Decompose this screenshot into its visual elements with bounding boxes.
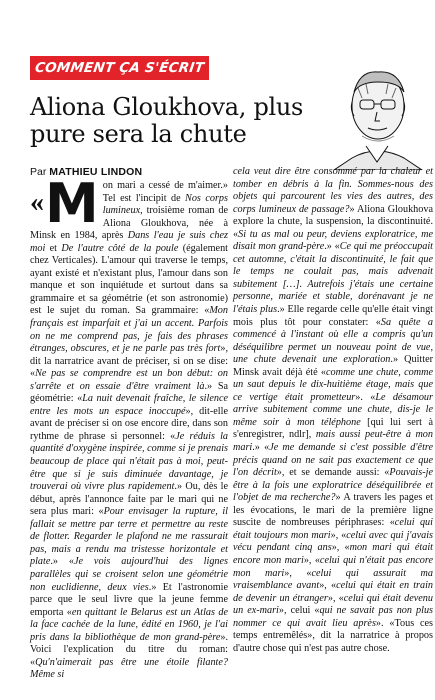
- article-column-right: [233, 166, 433, 655]
- text-segment: », «: [327, 592, 344, 604]
- text-segment: ». «: [375, 617, 395, 629]
- text-segment: .» Elle regarde celle qu'elle était vingt mois plus tôt pour constater: «: [233, 304, 434, 328]
- text-segment: Si tu as mal ou peur, deviens exploratrice: [238, 228, 415, 240]
- drop-cap: M: [45, 172, 99, 235]
- text-segment: Tous ces temps entremêlés: [233, 617, 434, 642]
- text-segment: Pour envisager la rupture, il fallait se mettre par terre et permettre au reste de flotter. Regarder le plafond ne me rassurait pas, mais a rendu ma tristesse horizontale et plate: [30, 506, 228, 568]
- text-segment: comme une chute, comme un saut depuis le dix-huitième étage, mais que ce vertige était prometteur: [233, 366, 433, 403]
- text-segment: », «: [319, 580, 337, 592]
- text-segment: La nuit devenait fraîche, le silence entre les mots un espace inoccupé: [30, 393, 228, 417]
- text-segment: », «: [330, 529, 347, 541]
- text-segment: Je me demande si c'est possible d'être précis quand on ne sait pas exactement ce que l'on décrit: [233, 442, 434, 479]
- text-segment: cela veut dire être consommé par la chaleur et tomber en débris à la fin. Sommes-nous des objets qui parcourent les vies des autres, des corps lumineux de passage?: [233, 166, 433, 215]
- text-segment: Pouvais-je être à la fois une exploratrice déséquilibrée et l'objet de ma recherche?: [233, 467, 433, 504]
- text-segment: Le désamour arrive subitement comme une chute, dis-je le même soir à mon téléphone: [233, 391, 433, 428]
- article-title: Aliona Gloukhova, plus pure sera la chute: [30, 93, 304, 148]
- section-rubric-label: COMMENT ÇA S'ÉCRIT: [33, 60, 206, 76]
- text-segment: on mari a cessé de m'aimer.: [102, 180, 223, 191]
- text-segment: .» Sa géométrie: «: [30, 380, 228, 405]
- text-segment: qui ne savait pas non plus nommer ce qui avait lieu après: [233, 605, 434, 629]
- drop-quote-mark: «: [30, 187, 44, 218]
- text-segment: (également chez Verticales). L'amour qui traverse le temps, ayant existé et n'existant plus, l'amour dans son manque et son inquiétude et surtout dans sa grammaire et sa géométrie (et son astronomie) est le sujet du roman. Sa grammaire: «: [30, 242, 228, 317]
- text-segment: celui avec qui j'avais vécu pendant cinq ans: [233, 529, 433, 554]
- text-segment: en quittant le Belarus: [71, 606, 163, 618]
- text-segment: Dans l'eau je suis chez moi: [30, 230, 228, 254]
- text-segment: Je réduis la quantité d'oxygène inspirée, comme si je prenais beaucoup de place qui n'était pas à moi, peut-être que si je suis diminuée davantage, je trouverai où vivre plus rapidement: [30, 430, 229, 493]
- text-segment: Je vois aujourd'hui des lignes parallèles qui se croisent selon une géométrie non euclidienne, deux vies: [30, 556, 229, 593]
- text-segment: celui qui était toujours mon mari: [233, 517, 433, 541]
- author-portrait-illustration: [322, 58, 432, 170]
- text-segment: celui qui n'était pas encore mon mari: [233, 554, 434, 579]
- text-segment: , me disait mon grand-père: [233, 228, 433, 253]
- text-segment: mais aussi peut-être à mon mari: [233, 429, 433, 454]
- text-segment: », dit la narratrice avant de préciser, si on se dise: «: [30, 343, 228, 380]
- text-segment: et: [45, 242, 62, 254]
- text-segment: », «: [303, 554, 320, 566]
- text-segment: », «: [284, 567, 312, 579]
- byline-author: MATHIEU LINDON: [49, 166, 143, 178]
- text-segment: mon mari qui était encore mon mari: [233, 542, 434, 566]
- text-segment: celui qui était devenu un ex-mari: [233, 592, 433, 617]
- text-segment: Sa quête a commencé à l'instant où elle a compris qu'un déséquilibre permet un nouveau point de vue, une chute devenait une exploration: [233, 316, 433, 366]
- text-segment: », dit la narratrice à propos d'autre chose qui n'est pas autre chose.: [233, 630, 433, 654]
- text-segment: Ne pas se comprendre est un bon début: on s'arrête et on essaie d'être vraiment là: [30, 368, 228, 392]
- text-segment: [qui lui sert à s'enregistrer, ndlr],: [233, 416, 433, 441]
- text-segment: » Tel est l'incipit de: [102, 180, 228, 204]
- text-segment: », celui «: [278, 605, 320, 617]
- text-segment: , troisième roman de Aliona Gloukhova, née à Minsk en 1984, après: [30, 205, 228, 242]
- text-segment: .» Et l'astronomie parce que le seul livre que la jeune femme emporta «: [30, 581, 228, 618]
- text-segment: » A travers les pages et les évocations, le mari de la première ligne suscite de nombreuses périphrases: «: [233, 492, 433, 529]
- section-rubric: [30, 56, 209, 80]
- text-segment: .» Ou, dès le début, après l'annonce faite par le mari qui ne sera plus mari: «: [30, 481, 228, 518]
- text-segment: .» «: [50, 556, 74, 568]
- text-segment: celui qui assurait ma vraisemblance avant: [233, 567, 434, 592]
- text-segment: Mon français est imparfait et j'ai un accent. Parfois on ne me comprend pas, je fais des phrases étranges, obscures, et je ne parle pas très fort: [30, 305, 228, 355]
- text-segment: est un Atlas de la face cachée de la lune, édité en 1960, je l'ai pris dans la bibliothèque de mon grand-père: [30, 606, 228, 643]
- text-segment: Qu'n'aimerait pas être une étoile filante? Même si: [30, 656, 228, 681]
- text-segment: De l'autre côté de la poule: [61, 242, 179, 254]
- text-segment: », et se demande aussi: «: [276, 467, 390, 479]
- text-segment: ». «: [355, 391, 376, 403]
- text-segment: Nos corps lumineux: [102, 192, 228, 217]
- text-segment: », «: [331, 542, 350, 554]
- text-segment: Ce qui me préoccupait cet automne, c'était la discontinuité, le fait que le temps ne coulait pas, mais advenait subitement […]. Autrefois j'étais une certaine personne, mariée et stable, dorénavant je ne l'étais plus: [233, 241, 434, 316]
- text-segment: » Aliona Gloukhova explore la chute, la suspension, la discontinuité. «: [233, 203, 433, 240]
- text-segment: ». Voici l'explication du titre du roman: «: [30, 631, 228, 668]
- text-segment: .» «: [252, 442, 270, 454]
- text-segment: .» «: [324, 241, 340, 253]
- text-segment: celui qui était en train de devenir un étranger: [233, 580, 434, 604]
- text-segment: .» Quitter Minsk avait déjà été «: [233, 354, 433, 378]
- byline-prefix: Par: [30, 166, 47, 178]
- text-segment: », dit-elle avant de préciser si on ose encore dire, dans son rythme de phrase si personnel: «: [30, 405, 228, 442]
